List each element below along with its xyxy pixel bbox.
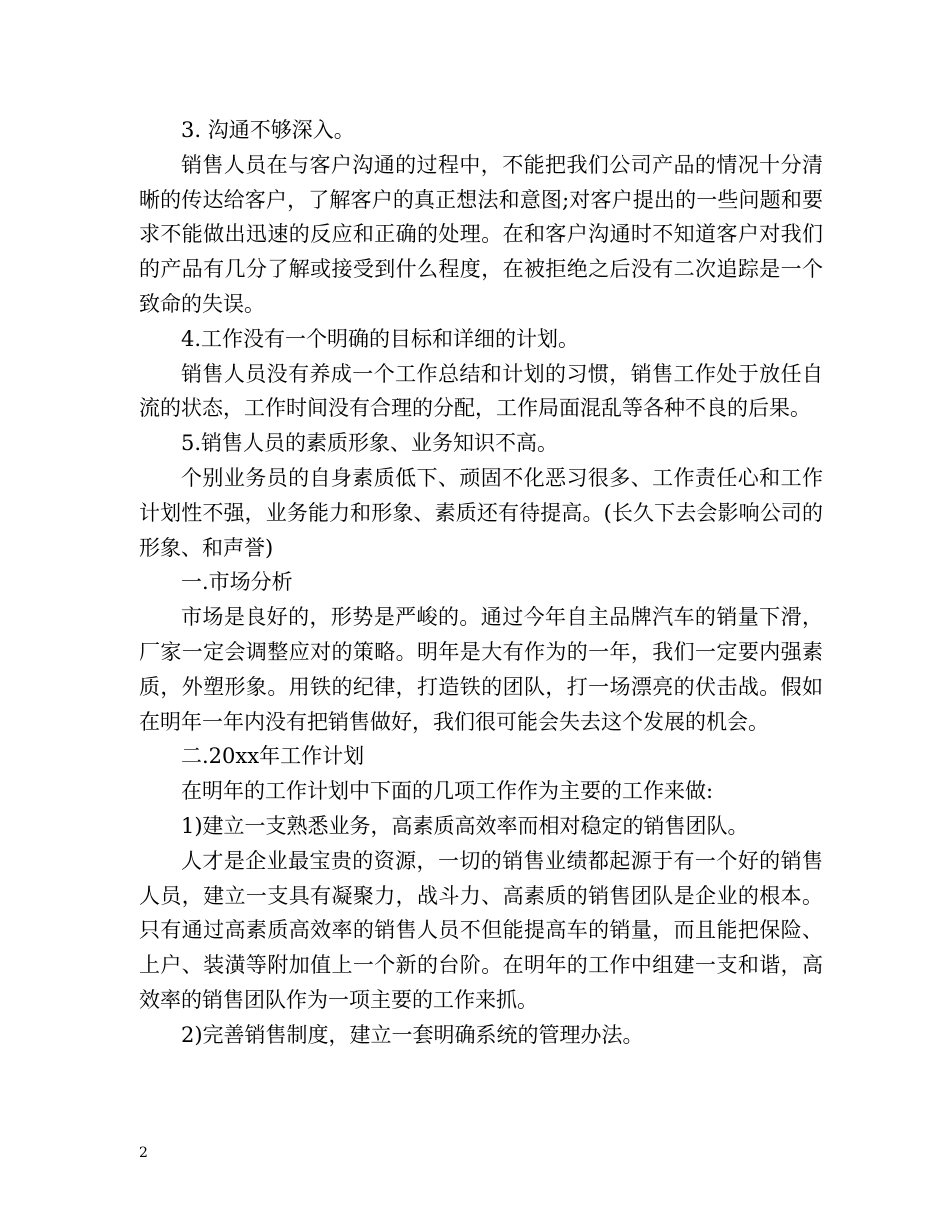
heading-sales-system: 2)完善销售制度，建立一套明确系统的管理办法。 (181, 1022, 644, 1047)
heading-no-plan: 4.工作没有一个明确的目标和详细的计划。 (181, 326, 580, 351)
heading-quality: 5.销售人员的素质形象、业务知识不高。 (181, 431, 559, 456)
paragraph-quality: 个别业务员的自身素质低下、顽固不化恶习很多、工作责任心和工作计划性不强，业务能力和形象、素质还有待提高。(长久下去会影响公司的形象、和声誉) (139, 465, 823, 560)
page-number: 2 (139, 1145, 148, 1161)
heading-team: 1)建立一支熟悉业务，高素质高效率而相对稳定的销售团队。 (181, 813, 749, 838)
paragraph-market-analysis: 市场是良好的，形势是严峻的。通过今年自主品牌汽车的销量下滑，厂家一定会调整应对的策略。明年是大有作为的一年，我们一定要内强素质，外塑形象。用铁的纪律，打造铁的团队，打一场漂亮的伏击战。假如在明年一年内没有把销售做好，我们很可能会失去这个发展的机会。 (139, 605, 823, 734)
paragraph-communication: 销售人员在与客户沟通的过程中，不能把我们公司产品的情况十分清晰的传达给客户，了解客户的真正想法和意图;对客户提出的一些问题和要求不能做出迅速的反应和正确的处理。在和客户沟通时不知道客户对我们的产品有几分了解或接受到什么程度，在被拒绝之后没有二次追踪是一个致命的失误。 (139, 152, 823, 316)
paragraph-no-plan: 销售人员没有养成一个工作总结和计划的习惯，销售工作处于放任自流的状态，工作时间没有合理的分配，工作局面混乱等各种不良的后果。 (139, 361, 823, 421)
paragraph-work-plan-intro: 在明年的工作计划中下面的几项工作作为主要的工作来做: (181, 779, 714, 804)
heading-market-analysis: 一.市场分析 (181, 570, 293, 595)
heading-work-plan: 二.20xx年工作计划 (181, 744, 365, 769)
heading-communication: 3. 沟通不够深入。 (181, 118, 355, 142)
paragraph-team: 人才是企业最宝贵的资源，一切的销售业绩都起源于有一个好的销售人员，建立一支具有凝聚力，战斗力、高素质的销售团队是企业的根本。只有通过高素质高效率的销售人员不但能提高车的销量，而且能把保险、上户、装潢等附加值上一个新的台阶。在明年的工作中组建一支和谐，高效率的销售团队作为一项主要的工作来抓。 (139, 848, 823, 1012)
document-body (139, 113, 823, 1053)
